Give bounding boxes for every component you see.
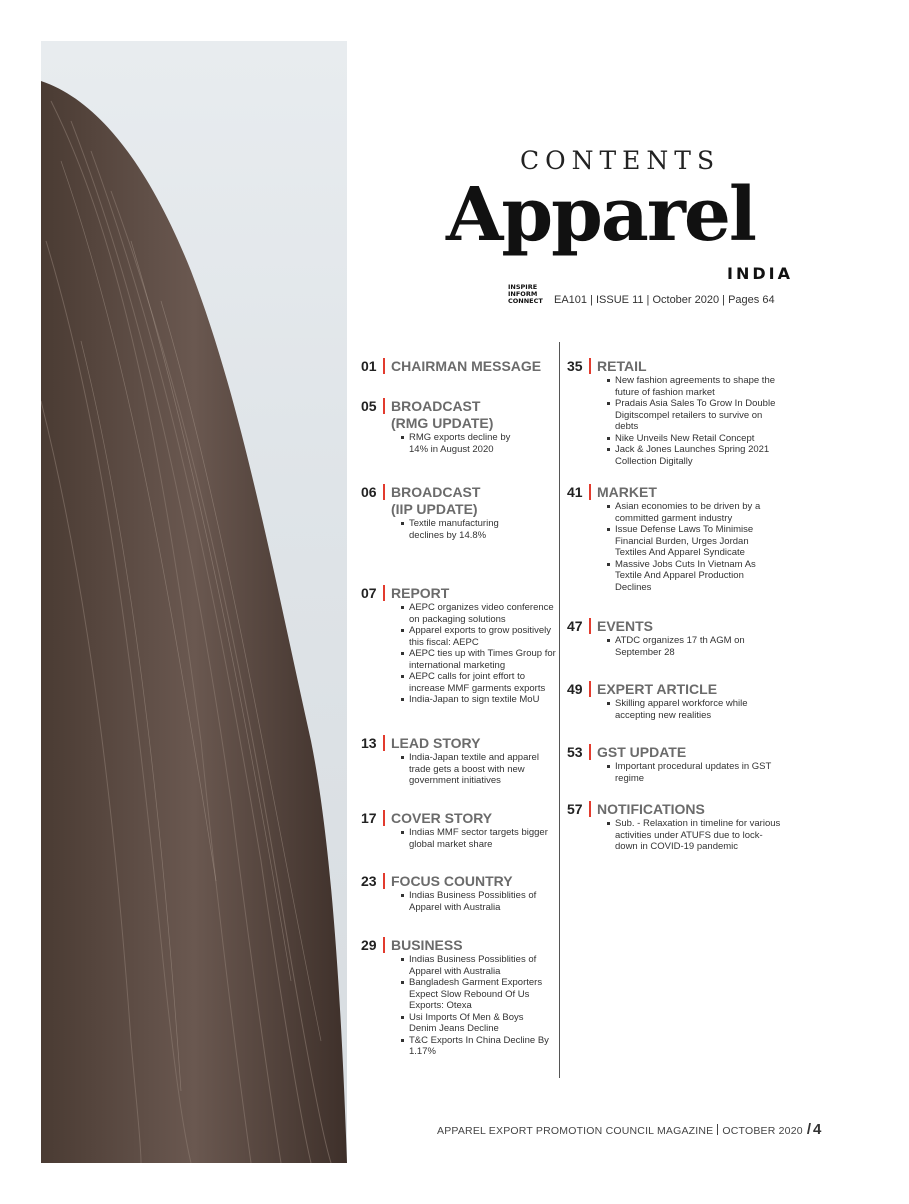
toc-entry[interactable] (567, 801, 782, 853)
article-list (361, 827, 556, 850)
article-list (567, 698, 777, 721)
toc-entry[interactable] (567, 744, 777, 784)
list-item: AEPC ties up with Times Group for international marketing (401, 648, 556, 671)
tagline-line: INSPIRE (508, 283, 538, 291)
contents-heading: CONTENTS (520, 146, 721, 175)
red-bar (589, 744, 591, 760)
toc-entry[interactable] (567, 358, 777, 467)
footer-separator (717, 1124, 718, 1135)
list-item: Sub. - Relaxation in timeline for various activities under ATUFS due to lock-down in COVID-19 pandemic (607, 818, 782, 853)
toc-entry[interactable] (361, 937, 551, 1058)
list-item: AEPC organizes video conference on packaging solutions (401, 602, 556, 625)
article-list (361, 954, 551, 1058)
article-list (567, 761, 777, 784)
tagline-line: INFORM (508, 290, 538, 298)
section-title: BUSINESS (391, 937, 463, 953)
toc-entry[interactable] (361, 398, 551, 455)
list-item: AEPC calls for joint effort to increase MMF garments exports (401, 671, 556, 694)
page-number: 01 (361, 358, 377, 374)
red-bar (383, 873, 385, 889)
page-number: 23 (361, 873, 377, 889)
page-number: 47 (567, 618, 583, 634)
logo-india: INDIA (727, 264, 793, 283)
page-footer (437, 1121, 821, 1139)
red-bar (383, 810, 385, 826)
red-bar (383, 937, 385, 953)
section-title: REPORT (391, 585, 450, 601)
column-divider (559, 342, 560, 1078)
page-number: 35 (567, 358, 583, 374)
article-list (361, 752, 556, 787)
toc-entry[interactable] (361, 810, 556, 850)
page-number: 17 (361, 810, 377, 826)
footer-magazine: APPAREL EXPORT PROMOTION COUNCIL MAGAZINE (437, 1125, 714, 1137)
list-item: Textile manufacturing declines by 14.8% (401, 518, 519, 541)
list-item: India-Japan to sign textile MoU (401, 694, 556, 706)
list-item: Issue Defense Laws To Minimise Financial Burden, Urges Jordan Textiles And Apparel Syndicate (607, 524, 777, 559)
cover-photo (41, 41, 347, 1163)
toc-entry[interactable] (567, 618, 777, 658)
page-number: 05 (361, 398, 377, 414)
toc-entry[interactable] (567, 681, 777, 721)
toc-entry[interactable] (361, 585, 556, 706)
page-number-footer: 4 (812, 1121, 822, 1138)
list-item: ATDC organizes 17 th AGM on September 28 (607, 635, 777, 658)
list-item: Jack & Jones Launches Spring 2021 Collection Digitally (607, 444, 777, 467)
article-list (361, 602, 556, 706)
article-list (361, 432, 551, 455)
section-subtitle: (IIP UPDATE) (391, 501, 478, 517)
list-item: Apparel exports to grow positively this fiscal: AEPC (401, 625, 556, 648)
section-title: MARKET (597, 484, 657, 500)
list-item: Usi Imports Of Men & Boys Denim Jeans Decline (401, 1012, 551, 1035)
section-title: BROADCAST (391, 484, 481, 500)
article-list (567, 635, 777, 658)
article-list (361, 518, 551, 541)
list-item: Important procedural updates in GST regime (607, 761, 777, 784)
section-title: EVENTS (597, 618, 654, 634)
toc-entry[interactable] (361, 358, 551, 375)
page-number: 29 (361, 937, 377, 953)
article-list (361, 890, 551, 913)
toc-entry[interactable] (361, 484, 551, 541)
page-number: 57 (567, 801, 583, 817)
toc-entry[interactable] (361, 873, 551, 913)
apparel-logo: Apparel (446, 172, 756, 258)
list-item: Nike Unveils New Retail Concept (607, 433, 777, 445)
logo-tagline (508, 284, 543, 305)
list-item: India-Japan textile and apparel trade gets a boost with new government initiatives (401, 752, 556, 787)
section-title: GST UPDATE (597, 744, 687, 760)
section-title: FOCUS COUNTRY (391, 873, 513, 889)
section-title: COVER STORY (391, 810, 493, 826)
section-title: CHAIRMAN MESSAGE (391, 358, 542, 374)
list-item: Pradais Asia Sales To Grow In Double Digitscompel retailers to survive on debts (607, 398, 777, 433)
list-item: Indias MMF sector targets bigger global market share (401, 827, 556, 850)
red-bar (589, 618, 591, 634)
list-item: Indias Business Possiblities of Apparel with Australia (401, 890, 551, 913)
list-item: Skilling apparel workforce while accepting new realities (607, 698, 777, 721)
list-item: RMG exports decline by 14% in August 2020 (401, 432, 529, 455)
issue-info: EA101 | ISSUE 11 | October 2020 | Pages 64 (554, 294, 775, 306)
list-item: Bangladesh Garment Exporters Expect Slow Rebound Of Us Exports: Otexa (401, 977, 551, 1012)
section-subtitle: (RMG UPDATE) (391, 415, 494, 431)
red-bar (589, 358, 591, 374)
red-bar (589, 681, 591, 697)
toc-entry[interactable] (567, 484, 777, 593)
red-bar (383, 585, 385, 601)
red-bar (589, 484, 591, 500)
article-list (567, 818, 782, 853)
list-item: Massive Jobs Cuts In Vietnam As Textile And Apparel Production Declines (607, 559, 777, 594)
page-number: 07 (361, 585, 377, 601)
toc-entry[interactable] (361, 735, 556, 787)
section-title: NOTIFICATIONS (597, 801, 705, 817)
page-number: 49 (567, 681, 583, 697)
red-bar (383, 735, 385, 751)
page-number: 06 (361, 484, 377, 500)
list-item: Indias Business Possiblities of Apparel with Australia (401, 954, 551, 977)
section-title: LEAD STORY (391, 735, 481, 751)
page-number: 41 (567, 484, 583, 500)
page-number: 13 (361, 735, 377, 751)
red-bar (383, 398, 385, 414)
article-list (567, 375, 777, 467)
hair-illustration (41, 41, 347, 1163)
list-item: New fashion agreements to shape the future of fashion market (607, 375, 777, 398)
red-bar (589, 801, 591, 817)
footer-slash: / (806, 1121, 811, 1138)
section-title: RETAIL (597, 358, 647, 374)
section-title: EXPERT ARTICLE (597, 681, 718, 697)
list-item: Asian economies to be driven by a committed garment industry (607, 501, 777, 524)
article-list (567, 501, 777, 593)
list-item: T&C Exports In China Decline By 1.17% (401, 1035, 551, 1058)
red-bar (383, 484, 385, 500)
footer-date: OCTOBER 2020 (722, 1125, 803, 1137)
page-number: 53 (567, 744, 583, 760)
tagline-line: CONNECT (508, 297, 543, 305)
section-title: BROADCAST (391, 398, 481, 414)
red-bar (383, 358, 385, 374)
